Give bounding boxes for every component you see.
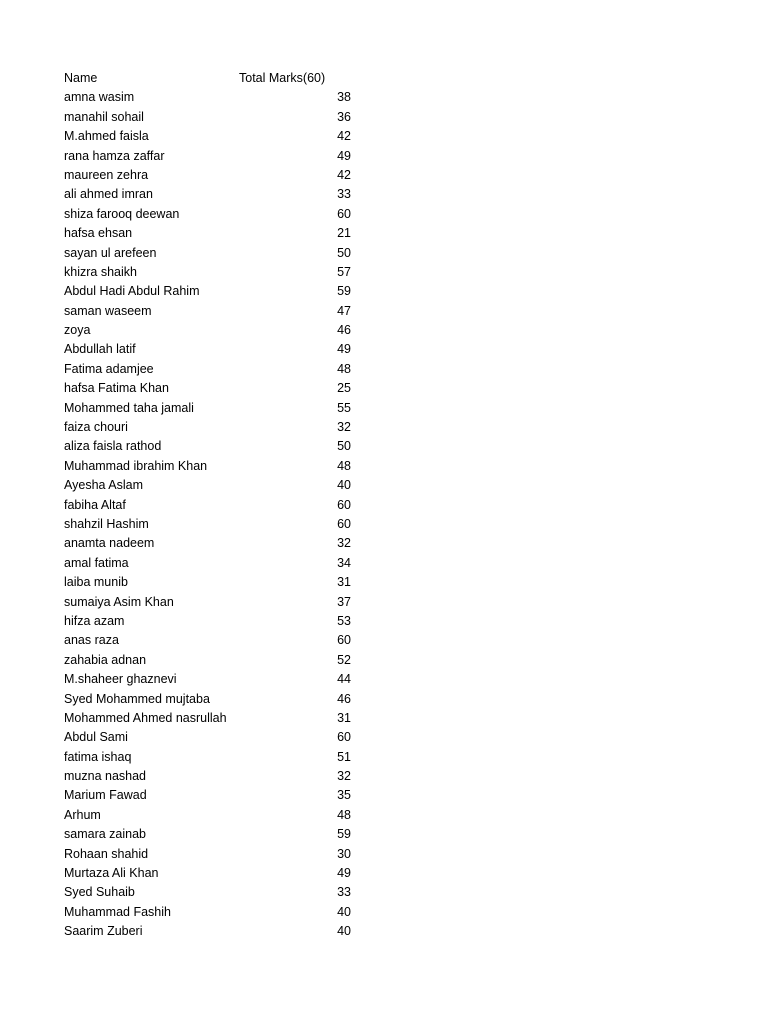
- student-marks: 35: [337, 788, 351, 803]
- table-row: [64, 476, 364, 495]
- student-name: rana hamza zaffar: [64, 148, 165, 163]
- table-row: [64, 302, 364, 321]
- student-marks: 57: [337, 264, 351, 279]
- student-name: Abdul Hadi Abdul Rahim: [64, 284, 200, 299]
- student-name: shahzil Hashim: [64, 516, 149, 531]
- student-marks: 53: [337, 613, 351, 628]
- student-name: M.ahmed faisla: [64, 129, 149, 144]
- student-marks: 60: [337, 730, 351, 745]
- student-name: khizra shaikh: [64, 264, 137, 279]
- student-name: hafsa Fatima Khan: [64, 381, 169, 396]
- student-name: Ayesha Aslam: [64, 478, 143, 493]
- marks-table: [64, 69, 364, 942]
- student-name: Syed Mohammed mujtaba: [64, 691, 210, 706]
- table-header-row: [64, 69, 364, 88]
- student-name: laiba munib: [64, 575, 128, 590]
- table-row: [64, 651, 364, 670]
- student-name: amna wasim: [64, 90, 135, 105]
- header-total-marks: Total Marks(60): [239, 71, 326, 85]
- table-row: [64, 321, 364, 340]
- student-name: sayan ul arefeen: [64, 245, 157, 260]
- student-marks: 49: [337, 866, 351, 881]
- student-name: hafsa ehsan: [64, 226, 133, 241]
- table-row: [64, 127, 364, 146]
- student-marks: 34: [337, 555, 351, 570]
- student-name: sumaiya Asim Khan: [64, 594, 174, 609]
- student-name: hifza azam: [64, 613, 125, 628]
- table-row: [64, 185, 364, 204]
- student-marks: 47: [337, 303, 351, 318]
- student-name: zoya: [64, 323, 91, 338]
- table-row: [64, 631, 364, 650]
- student-marks: 49: [337, 342, 351, 357]
- table-row: [64, 147, 364, 166]
- student-marks: 60: [337, 497, 351, 512]
- student-name: aliza faisla rathod: [64, 439, 162, 454]
- student-name: Muhammad Fashih: [64, 904, 171, 919]
- student-marks: 21: [337, 226, 351, 241]
- student-marks: 25: [337, 381, 351, 396]
- student-name: anas raza: [64, 633, 119, 648]
- student-name: Syed Suhaib: [64, 885, 135, 900]
- student-marks: 32: [337, 420, 351, 435]
- student-name: Marium Fawad: [64, 788, 147, 803]
- table-body: [64, 88, 364, 941]
- table-row: [64, 399, 364, 418]
- student-marks: 31: [337, 575, 351, 590]
- student-marks: 46: [337, 691, 351, 706]
- table-row: [64, 340, 364, 359]
- student-name: Abdullah latif: [64, 342, 136, 357]
- table-row: [64, 690, 364, 709]
- student-name: Saarim Zuberi: [64, 924, 143, 939]
- student-name: amal fatima: [64, 555, 129, 570]
- table-row: [64, 864, 364, 883]
- student-marks: 52: [337, 652, 351, 667]
- student-marks: 59: [337, 827, 351, 842]
- table-row: [64, 263, 364, 282]
- table-row: [64, 806, 364, 825]
- student-marks: 31: [337, 710, 351, 725]
- student-name: samara zainab: [64, 827, 146, 842]
- student-marks: 48: [337, 458, 351, 473]
- table-row: [64, 612, 364, 631]
- table-row: [64, 534, 364, 553]
- student-marks: 32: [337, 536, 351, 551]
- student-marks: 51: [337, 749, 351, 764]
- student-name: Murtaza Ali Khan: [64, 866, 159, 881]
- student-name: ali ahmed imran: [64, 187, 153, 202]
- student-name: muzna nashad: [64, 769, 147, 784]
- student-marks: 42: [337, 129, 351, 144]
- student-marks: 37: [337, 594, 351, 609]
- table-row: [64, 786, 364, 805]
- student-marks: 44: [337, 672, 351, 687]
- table-row: [64, 728, 364, 747]
- student-marks: 49: [337, 148, 351, 163]
- table-row: [64, 554, 364, 573]
- student-name: Mohammed taha jamali: [64, 400, 194, 415]
- student-marks: 42: [337, 167, 351, 182]
- student-name: Rohaan shahid: [64, 846, 149, 861]
- student-marks: 60: [337, 206, 351, 221]
- table-row: [64, 845, 364, 864]
- student-marks: 38: [337, 90, 351, 105]
- student-name: maureen zehra: [64, 167, 149, 182]
- student-marks: 60: [337, 633, 351, 648]
- student-marks: 50: [337, 245, 351, 260]
- table-row: [64, 166, 364, 185]
- table-row: [64, 282, 364, 301]
- student-name: manahil sohail: [64, 109, 144, 124]
- student-marks: 40: [337, 904, 351, 919]
- student-name: faiza chouri: [64, 420, 128, 435]
- student-marks: 59: [337, 284, 351, 299]
- table-row: [64, 515, 364, 534]
- table-row: [64, 205, 364, 224]
- table-row: [64, 437, 364, 456]
- table-row: [64, 457, 364, 476]
- table-row: [64, 496, 364, 515]
- student-name: zahabia adnan: [64, 652, 147, 667]
- table-row: [64, 748, 364, 767]
- student-name: Arhum: [64, 807, 101, 822]
- student-marks: 50: [337, 439, 351, 454]
- student-name: Mohammed Ahmed nasrullah: [64, 710, 227, 725]
- student-marks: 48: [337, 807, 351, 822]
- table-row: [64, 244, 364, 263]
- student-marks: 36: [337, 109, 351, 124]
- table-row: [64, 593, 364, 612]
- table-row: [64, 670, 364, 689]
- student-marks: 40: [337, 478, 351, 493]
- table-row: [64, 573, 364, 592]
- table-row: [64, 922, 364, 941]
- table-row: [64, 224, 364, 243]
- student-name: M.shaheer ghaznevi: [64, 672, 177, 687]
- student-name: fatima ishaq: [64, 749, 132, 764]
- student-name: Muhammad ibrahim Khan: [64, 458, 208, 473]
- table-row: [64, 903, 364, 922]
- student-marks: 33: [337, 885, 351, 900]
- student-marks: 48: [337, 361, 351, 376]
- student-marks: 46: [337, 323, 351, 338]
- table-row: [64, 883, 364, 902]
- student-name: fabiha Altaf: [64, 497, 126, 512]
- table-row: [64, 825, 364, 844]
- table-row: [64, 379, 364, 398]
- student-name: Fatima adamjee: [64, 361, 154, 376]
- table-row: [64, 709, 364, 728]
- student-name: Abdul Sami: [64, 730, 128, 745]
- student-marks: 33: [337, 187, 351, 202]
- student-marks: 30: [337, 846, 351, 861]
- student-name: anamta nadeem: [64, 536, 155, 551]
- table-row: [64, 418, 364, 437]
- student-marks: 32: [337, 769, 351, 784]
- student-marks: 40: [337, 924, 351, 939]
- student-name: shiza farooq deewan: [64, 206, 180, 221]
- student-marks: 55: [337, 400, 351, 415]
- table-row: [64, 88, 364, 107]
- student-marks: 60: [337, 516, 351, 531]
- table-row: [64, 767, 364, 786]
- header-name: Name: [64, 71, 98, 85]
- student-name: saman waseem: [64, 303, 152, 318]
- table-row: [64, 108, 364, 127]
- table-row: [64, 360, 364, 379]
